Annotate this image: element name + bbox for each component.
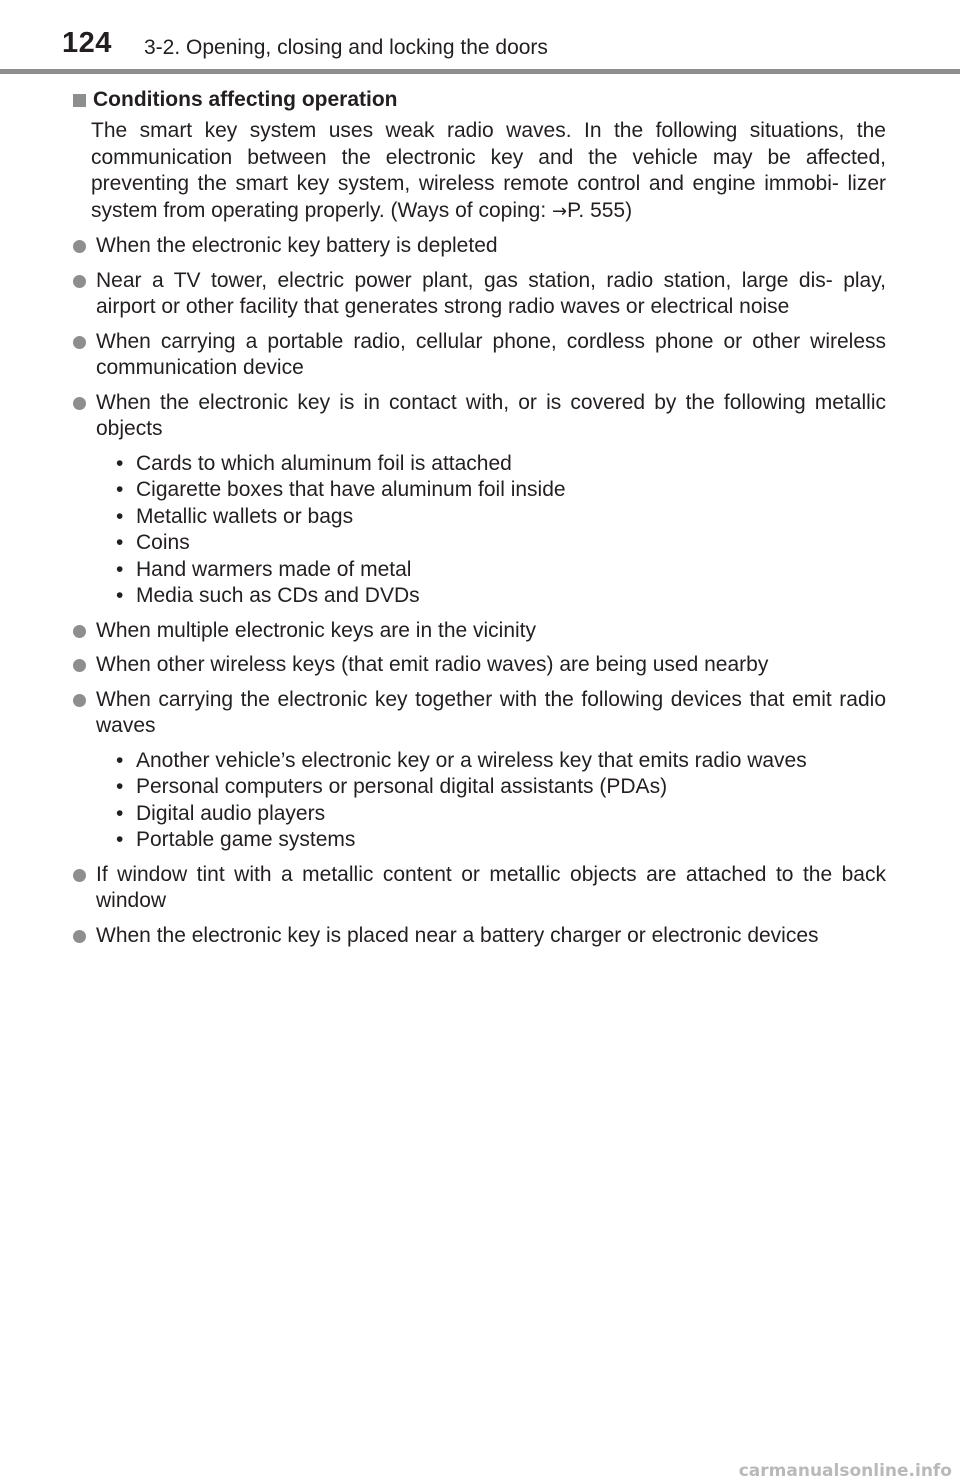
intro-paragraph — [91, 118, 886, 225]
list-item — [72, 618, 886, 645]
list-item — [72, 390, 886, 443]
page-number: 124 — [62, 27, 112, 59]
list-item — [72, 687, 886, 740]
sublist-item — [116, 583, 886, 610]
list-item-text: When the electronic key is placed near a battery charger or electronic devices — [96, 923, 819, 947]
circle-bullet-icon — [73, 625, 86, 638]
sublist-item — [116, 827, 886, 854]
sub-bullet-icon: • — [116, 748, 124, 772]
circle-bullet-icon — [73, 694, 86, 707]
list-item-text: Near a TV tower, electric power plant, gas station, radio station, large dis- play, airport or other facility that generates strong radio waves or electrical noise — [96, 268, 886, 318]
circle-bullet-icon — [73, 930, 86, 943]
arrow-right-icon: → — [552, 200, 568, 222]
circle-bullet-icon — [73, 869, 86, 882]
sublist-item — [116, 748, 886, 775]
sublist-item-text: Coins — [136, 531, 190, 554]
sublist-item-text: Another vehicle’s electronic key or a wireless key that emits radio waves — [136, 748, 807, 772]
section-heading-text: Conditions affecting operation — [93, 87, 398, 111]
section-heading — [72, 86, 886, 114]
sub-bullet-icon: • — [116, 504, 124, 528]
list-item-text: When carrying the electronic key together with the following devices that emit radio waves — [96, 687, 886, 737]
list-item-text: When other wireless keys (that emit radio waves) are being used nearby — [96, 653, 769, 676]
list-item-text: When the electronic key battery is depleted — [96, 234, 498, 257]
sublist-item — [116, 504, 886, 531]
page-header — [0, 0, 960, 76]
section-title: 3-2. Opening, closing and locking the doors — [144, 36, 548, 59]
page-reference: P. 555) — [567, 198, 633, 222]
circle-bullet-icon — [73, 240, 86, 253]
sublist-item-text: Portable game systems — [136, 828, 356, 851]
sublist-item-text: Digital audio players — [136, 801, 326, 825]
sublist-item-text: Cigarette boxes that have aluminum foil inside — [136, 478, 566, 501]
sub-bullet-icon: • — [116, 775, 124, 798]
watermark: carmanualsonline.info — [738, 1461, 952, 1481]
sub-bullet-icon: • — [116, 584, 124, 607]
sub-bullet-icon: • — [116, 531, 124, 554]
header-divider — [0, 69, 960, 74]
sub-bullet-icon: • — [116, 828, 124, 851]
sublist-item-text: Cards to which aluminum foil is attached — [136, 451, 512, 475]
sub-bullet-icon: • — [116, 451, 124, 475]
sublist-item-text: Hand warmers made of metal — [136, 557, 412, 581]
sublist-item-text: Media such as CDs and DVDs — [136, 584, 420, 607]
sublist-item — [116, 477, 886, 504]
list-item-text: When multiple electronic keys are in the vicinity — [96, 618, 537, 642]
sublist-item — [116, 801, 886, 828]
list-item-text: When the electronic key is in contact with, or is covered by the following metallic objects — [96, 390, 886, 440]
list-item — [72, 652, 886, 679]
devices-sublist — [116, 748, 886, 854]
circle-bullet-icon — [73, 275, 86, 288]
list-item — [72, 233, 886, 260]
list-item — [72, 268, 886, 321]
circle-bullet-icon — [73, 659, 86, 672]
sublist-item — [116, 557, 886, 584]
sublist-item-text: Personal computers or personal digital assistants (PDAs) — [136, 775, 668, 798]
sub-bullet-icon: • — [116, 801, 124, 825]
list-item — [72, 923, 886, 950]
list-item — [72, 329, 886, 382]
sublist-item-text: Metallic wallets or bags — [136, 504, 354, 528]
sub-bullet-icon: • — [116, 478, 124, 501]
intro-text: The smart key system uses weak radio waves. In the following situations, the communication between the electronic key and the vehicle may be affected, preventing the smart key system, wireless remote control and engine immobi- lizer system from operating properly. (Ways of coping: — [91, 119, 886, 222]
main-content — [72, 86, 886, 949]
list-item-text: When carrying a portable radio, cellular phone, cordless phone or other wireless communication device — [96, 329, 886, 379]
circle-bullet-icon — [73, 397, 86, 410]
square-bullet-icon — [73, 94, 86, 107]
list-item — [72, 862, 886, 915]
sublist-item — [116, 774, 886, 801]
list-item-text: If window tint with a metallic content or metallic objects are attached to the back window — [96, 862, 886, 912]
circle-bullet-icon — [73, 336, 86, 349]
sublist-item — [116, 451, 886, 478]
sublist-item — [116, 530, 886, 557]
metallic-objects-sublist — [116, 451, 886, 610]
sub-bullet-icon: • — [116, 557, 124, 581]
